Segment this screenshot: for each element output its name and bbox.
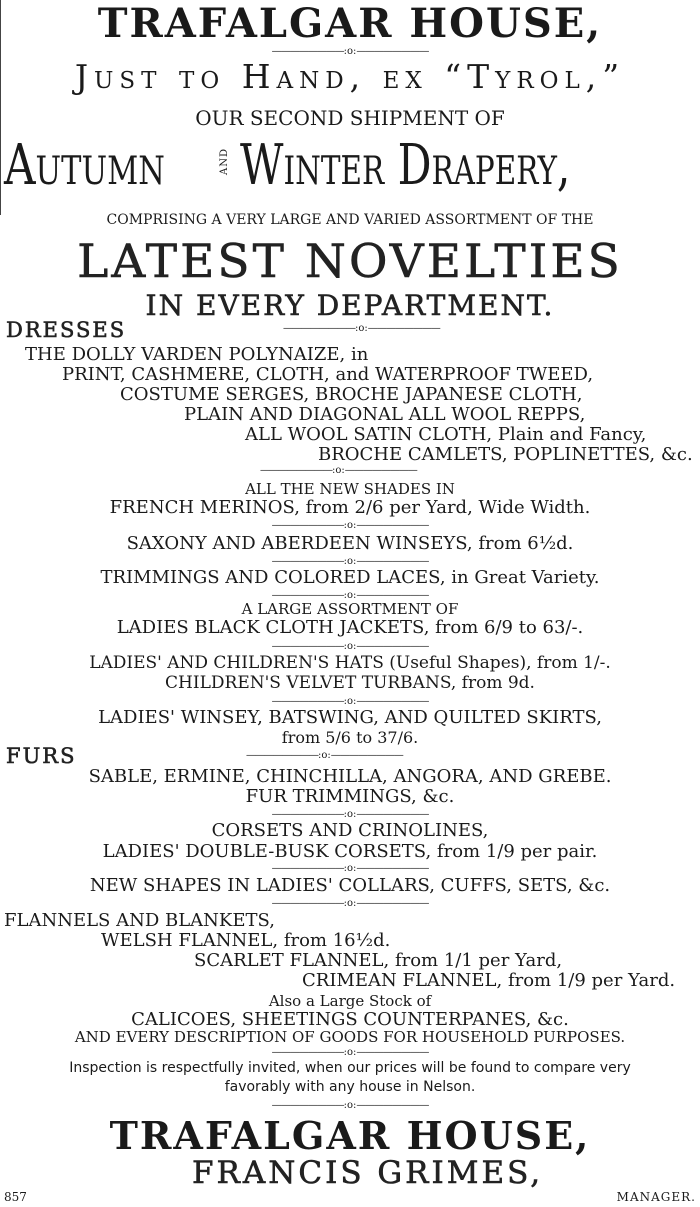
furs-heading: FURS [6,744,77,768]
furs-line: FUR TRIMMINGS, &c. [245,786,455,807]
skirts-price-line: from 5/6 to 37/6. [281,728,419,747]
dresses-heading: DRESSES [6,318,127,342]
just-to-hand-line: Just to Hand, ex “Tyrol,” [74,57,626,96]
merinos-line: FRENCH MERINOS, from 2/6 per Yard, Wide Width. [109,497,591,518]
and-vertical: AND [219,148,230,175]
autumn-word: Autumn [4,133,165,198]
ornament-divider: ———————— :o: ———————— [0,591,700,601]
ornament-divider: ———————— :o: ———————— [246,751,403,761]
every-department: IN EVERY DEPARTMENT. [145,289,555,322]
inspection-line: favorably with any house in Nelson. [224,1079,476,1095]
every-description-line: AND EVERY DESCRIPTION OF GOODS FOR HOUSEHOLD PURPOSES. [74,1028,626,1046]
corsets-line: CORSETS AND CRINOLINES, [211,820,489,841]
ornament-divider: ———————— :o: ———————— [0,697,700,707]
skirts-line: LADIES' WINSEY, BATSWING, AND QUILTED SKIRTS, [98,707,602,728]
latest-novelties: LATEST NOVELTIES [77,234,623,288]
ad-number: 857 [4,1190,27,1204]
store-name-footer: TRAFALGAR HOUSE, [109,1113,591,1158]
ornament-divider: ———————— :o: ———————— [0,899,700,909]
flannel-line: CRIMEAN FLANNEL, from 1/9 per Yard. [302,970,676,991]
furs-line: SABLE, ERMINE, CHINCHILLA, ANGORA, AND GREBE. [88,766,612,787]
ornament-divider: ———————— :o: ———————— [0,1048,700,1058]
store-name-title: TRAFALGAR HOUSE, [97,0,603,47]
jackets-line: LADIES BLACK CLOTH JACKETS, from 6/9 to 63/-. [116,617,584,638]
ornament-divider: ———————— :o: ———————— [0,557,700,567]
dress-line: PRINT, CASHMERE, CLOTH, and WATERPROOF TWEED, [62,364,594,385]
dress-line: BROCHE CAMLETS, POPLINETTES, &c. [318,444,693,465]
flannel-line: SCARLET FLANNEL, from 1/1 per Yard, [194,950,563,971]
ornament-divider: ———————— :o: ———————— [0,1101,700,1111]
second-shipment-line: OUR SECOND SHIPMENT OF [195,106,505,130]
new-shades-line: ALL THE NEW SHADES IN [245,480,455,498]
proprietor-name: FRANCIS GRIMES, [192,1155,544,1191]
calicoes-line: CALICOES, SHEETINGS COUNTERPANES, &c. [131,1009,569,1030]
autumn-winter-drapery-heading [2,133,698,208]
ornament-divider: ———————— :o: ———————— [0,47,700,57]
manager-label: MANAGER. [616,1190,696,1204]
dress-line: PLAIN AND DIAGONAL ALL WOOL REPPS, [184,404,586,425]
hats-line: LADIES' AND CHILDREN'S HATS (Useful Shapes), from 1/-. [89,653,611,673]
ornament-divider: ———————— :o: ———————— [0,864,700,874]
flannel-line: WELSH FLANNEL, from 16½d. [101,930,391,951]
winseys-line: SAXONY AND ABERDEEN WINSEYS, from 6½d. [126,533,574,554]
inspection-line: Inspection is respectfully invited, when our prices will be found to compare very [69,1060,631,1076]
dress-line: THE DOLLY VARDEN POLYNAIZE, in [25,344,369,365]
dress-line: COSTUME SERGES, BROCHE JAPANESE CLOTH, [120,384,583,405]
ornament-divider: ———————— :o: ———————— [0,521,700,531]
dress-line: ALL WOOL SATIN CLOTH, Plain and Fancy, [245,424,647,445]
collars-line: NEW SHAPES IN LADIES' COLLARS, CUFFS, SETS, &c. [89,875,611,896]
busk-line: LADIES' DOUBLE-BUSK CORSETS, from 1/9 per pair. [102,841,598,862]
also-line: Also a Large Stock of [268,992,432,1010]
ornament-divider: ———————— :o: ———————— [260,466,417,476]
ornament-divider: ———————— :o: ———————— [0,810,700,820]
comprising-line: COMPRISING A VERY LARGE AND VARIED ASSORTMENT OF THE [106,212,594,228]
turbans-line: CHILDREN'S VELVET TURBANS, from 9d. [165,673,535,693]
ornament-divider: ———————— :o: ———————— [0,642,700,652]
flannels-heading: FLANNELS AND BLANKETS, [4,910,275,931]
ornament-divider: ———————— :o: ———————— [283,324,440,334]
trimmings-line: TRIMMINGS AND COLORED LACES, in Great Variety. [100,567,600,588]
winter-drapery-word: Winter Drapery, [240,133,571,198]
assortment-line: A LARGE ASSORTMENT OF [241,600,459,618]
